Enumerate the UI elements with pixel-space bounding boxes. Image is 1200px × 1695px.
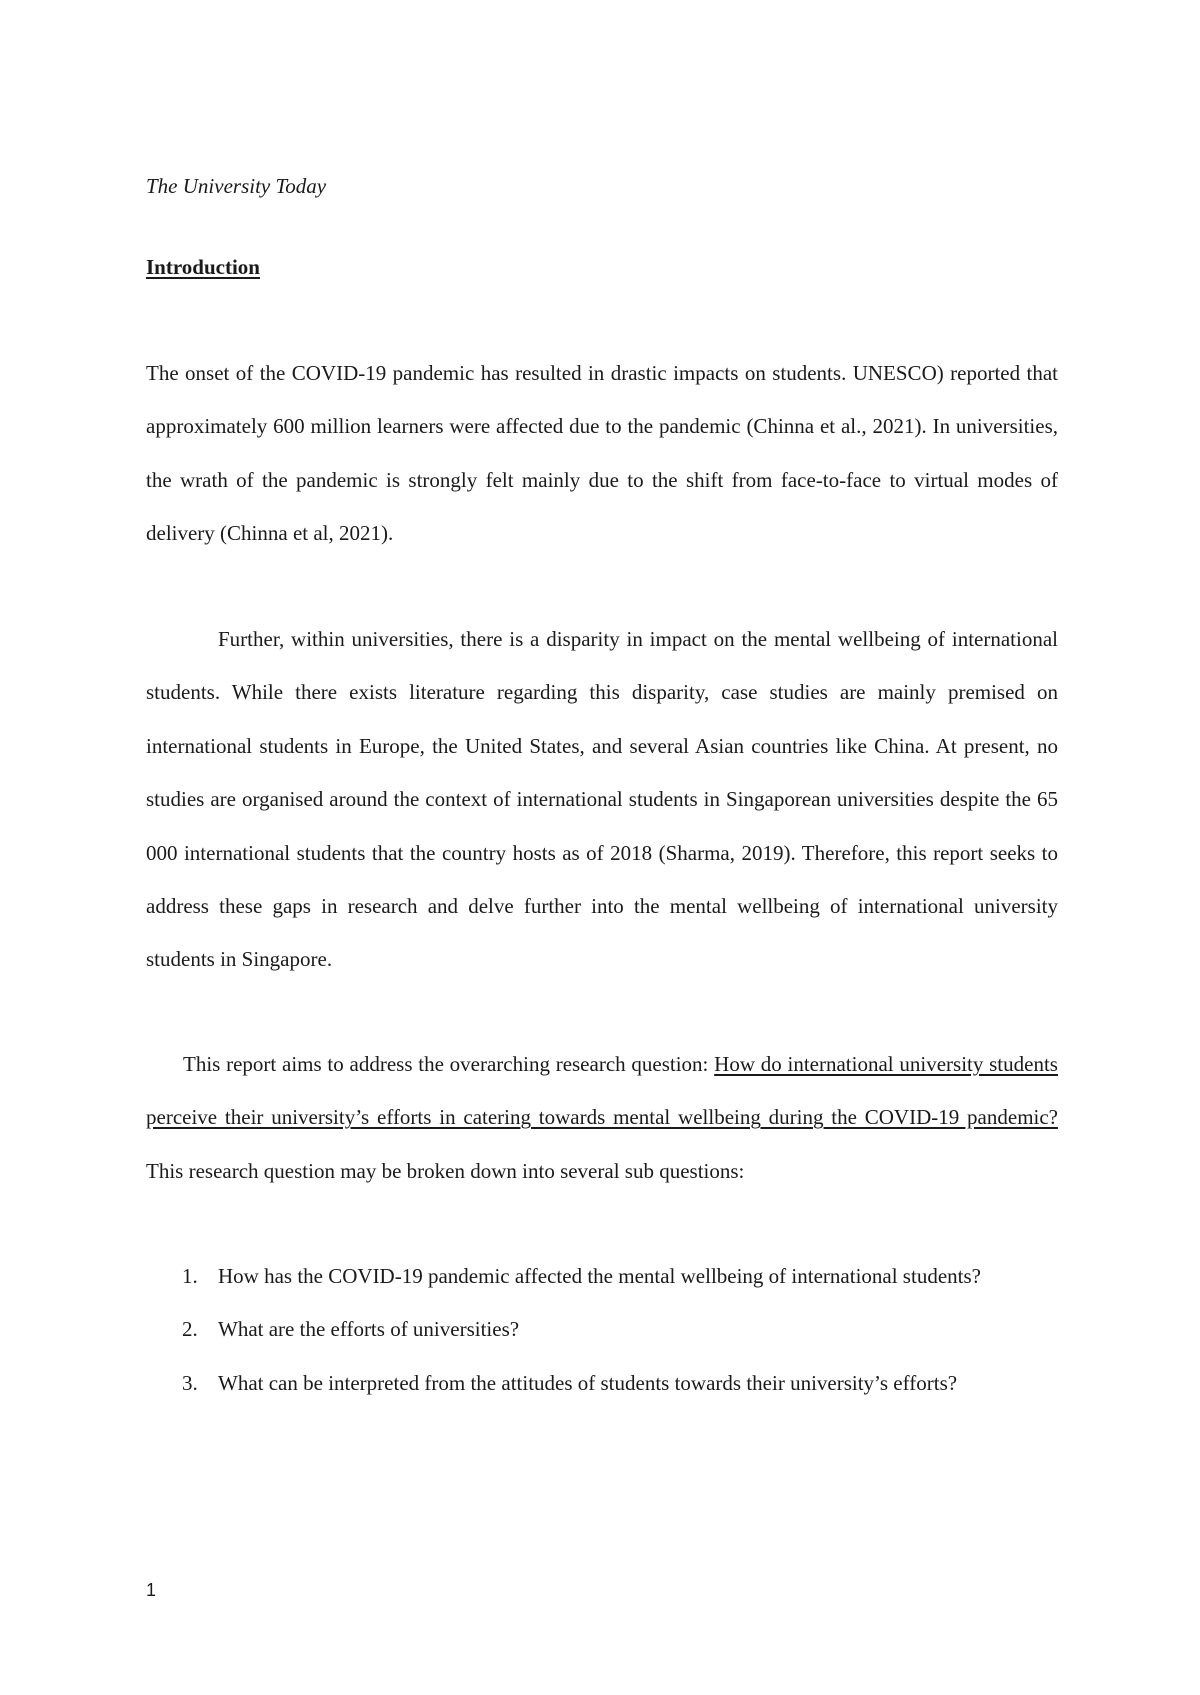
- paragraph-3: [146, 1038, 1058, 1198]
- running-title: The University Today: [146, 174, 327, 198]
- paragraph-2: Further, within universities, there is a disparity in impact on the mental wellbeing of international students. While there exists literature regarding this disparity, case studies are mainly premised on international students in Europe, the United States, and several Asian countries like China. At present, no studies are organised around the context of international students in Singaporean universities despite the 65 000 international students that the country hosts as of 2018 (Sharma, 2019). Therefore, this report seeks to address these gaps in research and delve further into the mental wellbeing of international university students in Singapore.: [146, 627, 1058, 972]
- paragraph-3-outro: This research question may be broken down into several sub questions:: [146, 1158, 745, 1183]
- list-item-text: What can be interpreted from the attitudes of students towards their university’s efforts?: [218, 1370, 958, 1395]
- list-item-number: 2.: [182, 1317, 198, 1342]
- list-item: [182, 1303, 1062, 1356]
- page-number: 1: [146, 1580, 157, 1600]
- list-item: [182, 1250, 1062, 1303]
- list-item-number: 3.: [182, 1370, 198, 1395]
- list-item-number: 1.: [182, 1264, 198, 1288]
- paragraph-3-intro: This report aims to address the overarching research question:: [183, 1052, 715, 1076]
- list-item-text: What are the efforts of universities?: [218, 1317, 520, 1342]
- sub-questions-list: [182, 1250, 1062, 1410]
- research-question: How do international university students perceive their university’s efforts in catering towards mental wellbeing during the COVID-19 pandemic?: [146, 1052, 1058, 1130]
- list-item-text: How has the COVID-19 pandemic affected the mental wellbeing of international students?: [218, 1264, 981, 1288]
- paragraph-1: The onset of the COVID-19 pandemic has resulted in drastic impacts on students. UNESCO) reported that approximately 600 million learners were affected due to the pandemic (Chinna et al., 2021). In universities, the wrath of the pandemic is strongly felt mainly due to the shift from face-to-face to virtual modes of delivery (Chinna et al, 2021).: [146, 361, 1058, 546]
- list-item: [182, 1357, 1062, 1410]
- section-heading-introduction: Introduction: [146, 255, 260, 279]
